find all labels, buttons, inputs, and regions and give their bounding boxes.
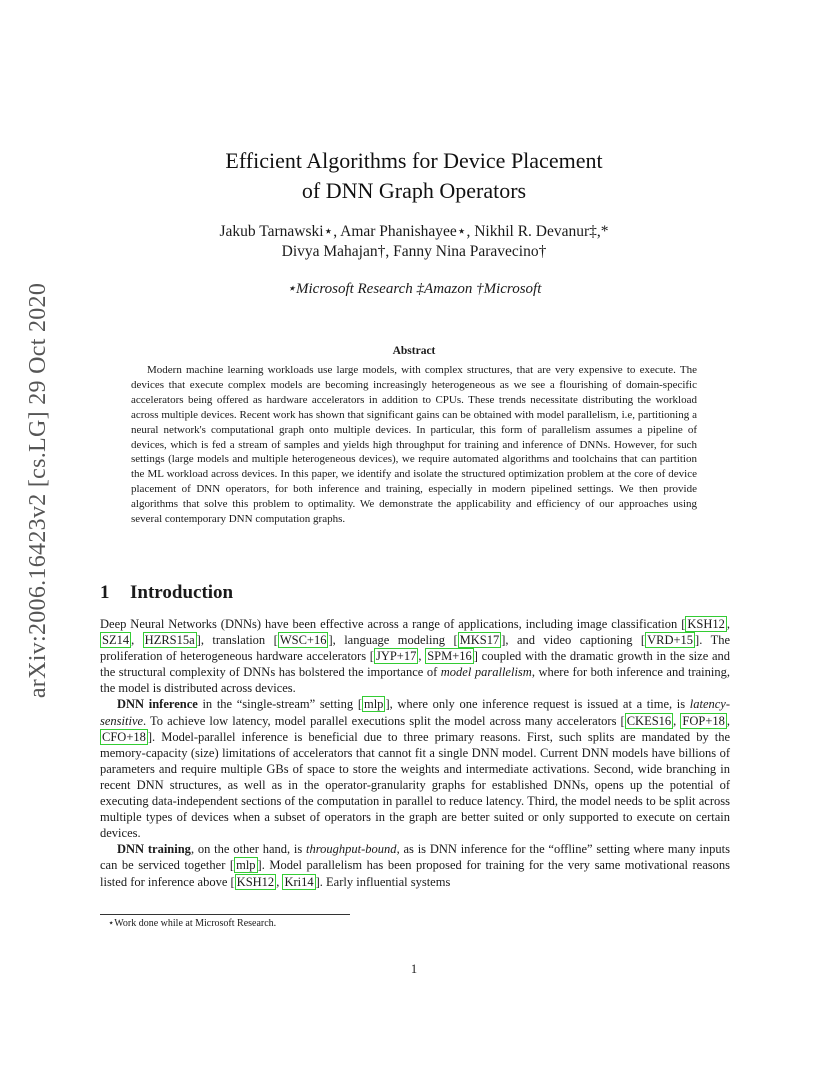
citation-link[interactable]: KSH12 — [687, 617, 725, 631]
author-list — [100, 222, 728, 262]
authors-line-2: Divya Mahajan†, Fanny Nina Paravecino† — [281, 243, 547, 260]
text-run: , — [418, 649, 426, 664]
authors-line-1: Jakub Tarnawski⋆, Amar Phanishayee⋆, Nikhil R. Devanur‡,* — [219, 223, 609, 240]
text-run: , translation — [200, 633, 274, 648]
paragraph-3: DNN training, on the other hand, is throughput-bound, as is DNN inference for the “offline” setting where many inputs can be serviced together [ mlp ]. Model parallelism has been proposed for training for the very same motivational reasons listed for inference above [ KSH12 , Kri14 ]. Early influential systems — [100, 842, 731, 889]
footnote: ⋆Work done while at Microsoft Research. — [108, 918, 277, 929]
text-run: Deep Neural Networks (DNNs) have been effective across a range of applications, including image classification — [100, 617, 682, 631]
citation-link[interactable]: WSC+16 — [279, 633, 327, 648]
text-run: , — [131, 633, 143, 648]
section-heading — [100, 582, 233, 604]
text-run: , and video captioning — [505, 633, 641, 648]
paragraph-2: DNN inference in the “single-stream” setting [ mlp ], where only one inference request is issued at a time, is latency-sensitive. To achieve low latency, model parallel executions split the model across many accelerators [ CKES16 , FOP+18 , CFO+18 ]. Model-parallel inference is beneficial due to three primary reasons. First, such splits are mandated by the memory-capacity (size) limitations of accelerators that cannot fit a single DNN model. Current DNN models have billions of parameters and require multiple GBs of space to store the weights and intermediate activations. Second, wide branching in recent DNN structures, as well as in the operator-granularity graphs for established DNNs, opens up the potential of executing data-independent sections of the computation in parallel to reduce latency. Third, the model needs to be split across multiple types of devices when a subset of operators in the graph are better suited or only supported to execute on certain devices. — [100, 697, 731, 841]
text-run: , where for both inference and training, the model is distributed across devices. — [100, 665, 730, 696]
text-run: in the “single-stream” setting — [197, 697, 358, 712]
text-run: , on the other hand, is — [190, 842, 307, 857]
title-line-2: of DNN Graph Operators — [301, 178, 527, 203]
text-run: , as is DNN inference for the “offline” setting where many inputs can be serviced together — [100, 842, 730, 873]
section-number: 1 — [100, 582, 110, 603]
citation-link[interactable]: mlp — [363, 697, 384, 712]
text-run: . Model-parallel inference is beneficial due to three primary reasons. First, such splits are mandated by the memory-capacity (size) limitations of accelerators that cannot fit a single DNN model. Current DNN models have billions of parameters and require multiple GBs of space to store the weights and intermediate activations. Second, wide branching in recent DNN structures, as well as in the operator-granularity graphs for established DNNs, opens up the potential of executing data-independent sections of the computation in parallel to reduce latency. Third, the model needs to be split across multiple types of devices when a subset of operators in the graph are better suited or only supported to execute on certain devices. — [100, 729, 730, 841]
text-run: , — [673, 713, 681, 728]
paragraph-1: Deep Neural Networks (DNNs) have been effective across a range of applications, including image classification [ KSH12 , SZ14 , HZRS15a ], translation [ WSC+16 ], language modeling [ MKS17 ], and video captioning [ VRD+15 ]. The proliferation of heterogeneous hardware accelerators [ JYP+17 , SPM+16 ] coupled with the dramatic growth in the size and the structural complexity of DNNs has bolstered the importance of model parallelism, where for both inference and training, the model is distributed across devices. — [100, 617, 731, 696]
citation-link[interactable]: HZRS15a — [144, 633, 195, 648]
page-number: 1 — [410, 962, 418, 976]
text-run: , — [726, 617, 730, 631]
bold-term: DNN inference — [117, 697, 198, 712]
emphasis: model parallelism — [440, 665, 532, 680]
title-line-1: Efficient Algorithms for Device Placement — [225, 148, 603, 173]
affiliations: ⋆Microsoft Research ‡Amazon †Microsoft — [286, 281, 542, 297]
text-run: . Model parallelism has been proposed for training for the very same motivational reasons listed for inference above — [100, 858, 731, 889]
citation-link[interactable]: FOP+18 — [682, 713, 725, 728]
arxiv-sidebar — [18, 282, 60, 698]
bold-term: DNN training — [117, 842, 191, 857]
text-run: . Early influential systems — [319, 874, 451, 889]
text-run: . The proliferation of heterogeneous hardware accelerators — [100, 633, 731, 664]
text-run: , — [726, 713, 731, 728]
abstract-text: Modern machine learning workloads use large models, with complex structures, that are very expensive to execute. The devices that execute complex models are becoming increasingly heterogeneous as we see a flourishing of domain-specific accelerators being offered as hardware accelerators in addition to CPUs. These trends necessitate distributing the workload across multiple devices. Recent work has shown that significant gains can be obtained with model parallelism, i.e, partitioning a neural network's computational graph onto multiple devices. In particular, this form of parallelism assumes a pipeline of devices, which is fed a stream of samples and yields high throughput for training and inference of DNNs. However, for such settings (large models and multiple heterogeneous devices), we require automated algorithms and toolchains that can partition the ML workload across devices. In this paper, we identify and isolate the structured optimization problem at the core of device placement of DNN operators, for both inference and training, especially in modern pipelined settings. We then provide algorithms that solve this problem to optimality. We demonstrate the applicability and efficiency of our approaches using several contemporary DNN computation graphs. — [131, 364, 697, 526]
arxiv-identifier: arXiv:2006.16423v2 [cs.LG] 29 Oct 2020 — [25, 282, 52, 698]
citation-link[interactable]: VRD+15 — [647, 633, 694, 648]
citation-link[interactable]: CKES16 — [626, 713, 672, 728]
citation-link[interactable]: MKS17 — [459, 633, 500, 648]
emphasis: throughput-bound — [306, 842, 397, 857]
section-title: Introduction — [130, 582, 234, 603]
citation-link[interactable]: Kri14 — [284, 874, 314, 889]
citation-link[interactable]: KSH12 — [236, 874, 275, 889]
text-run: , language modeling — [332, 633, 454, 648]
emphasis: latency-sensitive — [100, 697, 731, 728]
text-run: , where only one inference request is issued at a time, is — [389, 697, 690, 712]
citation-link[interactable]: JYP+17 — [375, 649, 417, 664]
abstract-heading: Abstract — [392, 345, 436, 357]
citation-link[interactable]: mlp — [236, 858, 256, 873]
paper-title — [100, 146, 728, 206]
citation-link[interactable]: SZ14 — [102, 633, 130, 648]
citation-link[interactable]: CFO+18 — [102, 729, 146, 744]
text-run: . To achieve low latency, model parallel executions split the model across many accelerators — [143, 713, 621, 728]
body-text — [100, 616, 730, 890]
citation-link[interactable]: SPM+16 — [427, 649, 472, 664]
text-run: , — [276, 874, 283, 889]
footnote-rule — [100, 914, 350, 915]
text-run: coupled with the dramatic growth in the size and the structural complexity of DNNs has bolstered the importance of — [100, 649, 731, 680]
